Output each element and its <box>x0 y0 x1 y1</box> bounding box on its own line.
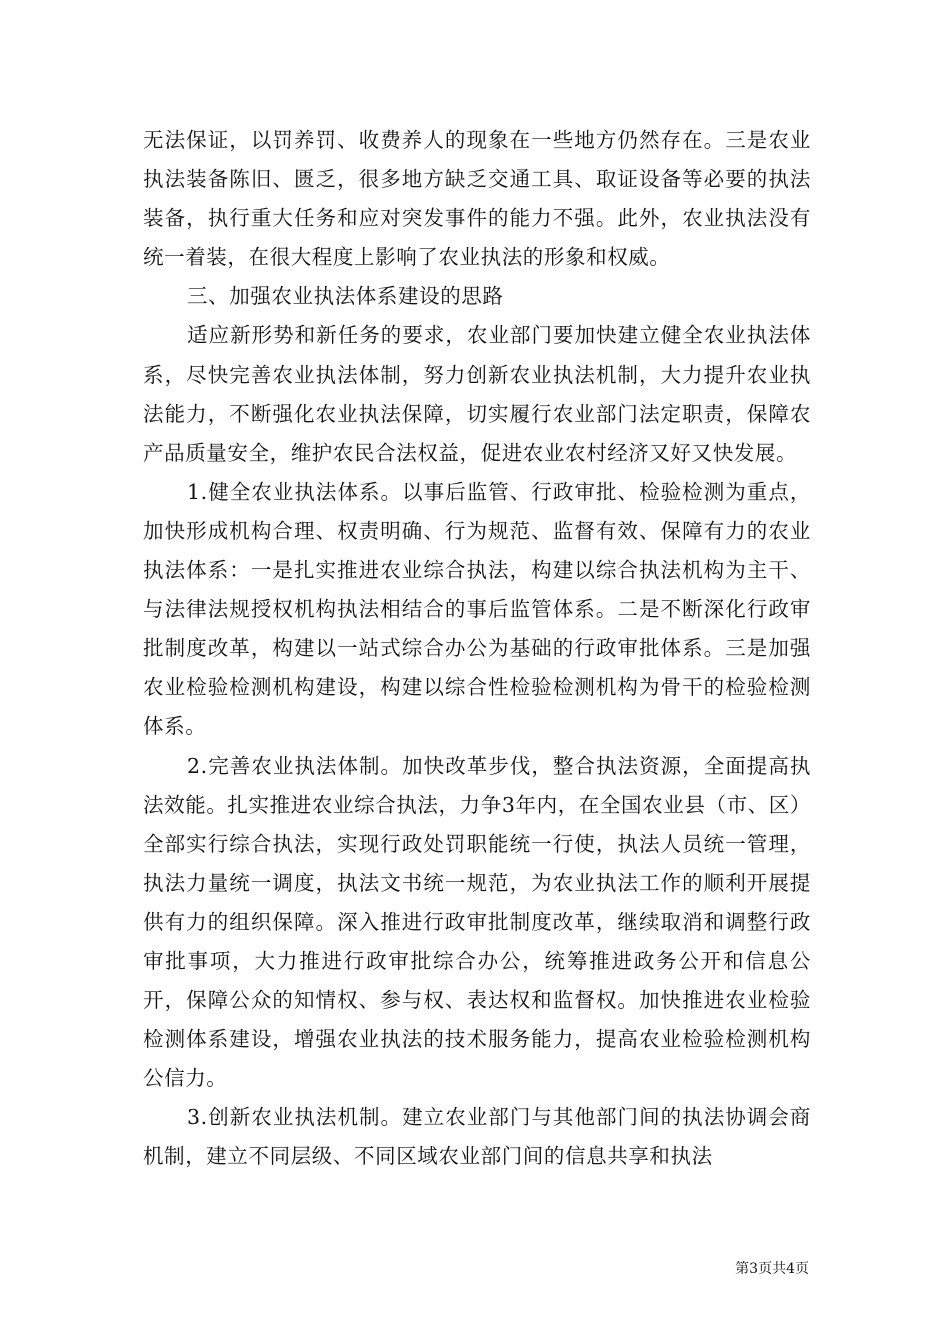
page-number-footer: 第3页共4页 <box>735 1261 809 1277</box>
paragraph-item-2: 2.完善农业执法体制。加快改革步伐，整合执法资源，全面提高执法效能。扎实推进农业综合执法，力争3年内，在全国农业县（市、区）全部实行综合执法，实现行政处罚职能统一行使，执法人员统一管理，执法力量统一调度，执法文书统一规范，为农业执法工作的顺利开展提供有力的组织保障。深入推进行政审批制度改革，继续取消和调整行政审批事项，大力推进行政审批综合办公，统筹推进政务公开和信息公开，保障公众的知情权、参与权、表达权和监督权。加快推进农业检验检测体系建设，增强农业执法的技术服务能力，提高农业检验检测机构公信力。 <box>143 753 811 1091</box>
section-heading: 三、加强农业执法体系建设的思路 <box>187 284 504 309</box>
paragraph-item-3: 3.创新农业执法机制。建立农业部门与其他部门间的执法协调会商机制，建立不同层级、不同区域农业部门间的信息共享和执法 <box>143 1105 811 1169</box>
document-body <box>143 121 811 1177</box>
paragraph-continuation: 无法保证，以罚养罚、收费养人的现象在一些地方仍然存在。三是农业执法装备陈旧、匮乏，很多地方缺乏交通工具、取证设备等必要的执法装备，执行重大任务和应对突发事件的能力不强。此外，农业执法没有统一着装，在很大程度上影响了农业执法的形象和权威。 <box>143 128 811 270</box>
paragraph-item-1: 1.健全农业执法体系。以事后监管、行政审批、检验检测为重点，加快形成机构合理、权责明确、行为规范、监督有效、保障有力的农业执法体系：一是扎实推进农业综合执法，构建以综合执法机构为主干、与法律法规授权机构执法相结合的事后监管体系。二是不断深化行政审批制度改革，构建以一站式综合办公为基础的行政审批体系。三是加强农业检验检测机构建设，构建以综合性检验检测机构为骨干的检验检测体系。 <box>143 479 811 739</box>
paragraph-intro: 适应新形势和新任务的要求，农业部门要加快建立健全农业执法体系，尽快完善农业执法体制，努力创新农业执法机制，大力提升农业执法能力，不断强化农业执法保障，切实履行农业部门法定职责，保障农产品质量安全，维护农民合法权益，促进农业农村经济又好又快发展。 <box>143 323 811 465</box>
